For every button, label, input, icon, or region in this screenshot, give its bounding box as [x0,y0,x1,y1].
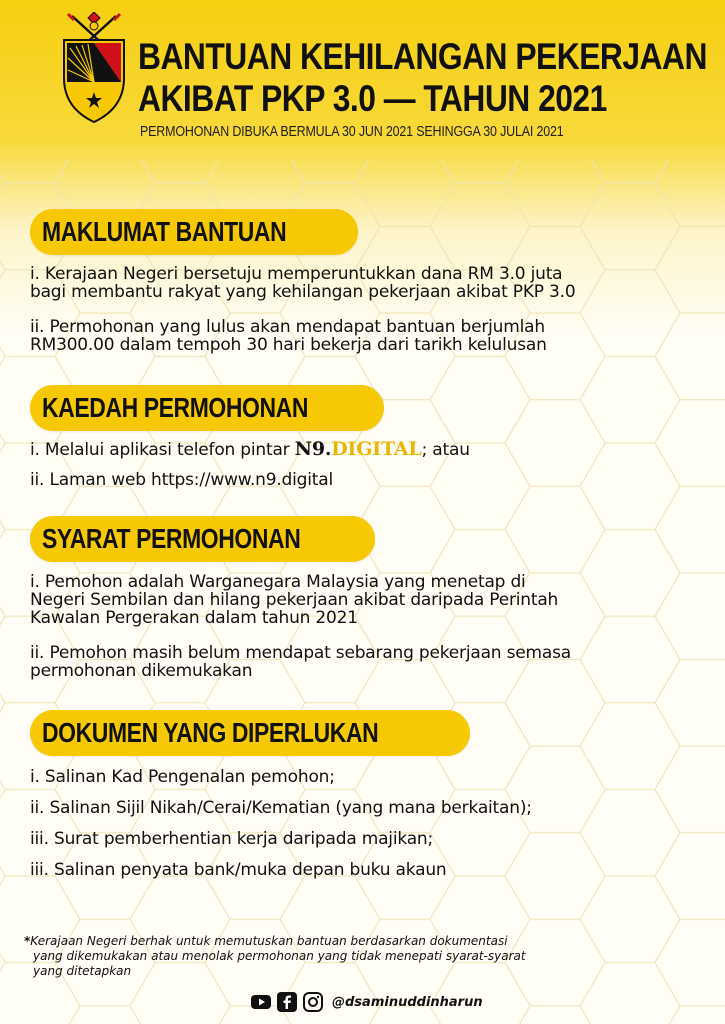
section-title: MAKLUMAT BANTUAN [42,216,287,247]
maklumat-item-2 [30,318,720,354]
maklumat-item-1-line-2: bagi membantu rakyat yang kehilangan pekerjaan akibat PKP 3.0 [30,282,576,302]
social-media-bar [250,990,483,1014]
kaedah-item-1-text: i. Melalui aplikasi telefon pintar [30,440,295,460]
footnote-disclaimer [24,934,704,979]
social-handle[interactable]: @dsaminuddinharun [332,994,483,1010]
footnote-line-1: Kerajaan Negeri berhak untuk memutuskan bantuan berdasarkan dokumentasi [30,934,508,948]
footnote-line-3: yang ditetapkan [33,964,132,978]
section-kaedah-permohonan-header [30,385,384,431]
section-title: SYARAT PERMOHONAN [42,523,301,554]
instagram-icon[interactable] [302,991,324,1013]
dokumen-item-4: iii. Salinan penyata bank/muka depan buku akaun [30,860,447,880]
dokumen-item-2: ii. Salinan Sijil Nikah/Cerai/Kematian (yang mana berkaitan); [30,798,532,818]
section-maklumat-bantuan-header [30,209,358,255]
dokumen-item-3: iii. Surat pemberhentian kerja daripada majikan; [30,829,434,849]
n9-logo-prefix: N9. [294,438,332,460]
maklumat-item-2-line-1: ii. Permohonan yang lulus akan mendapat bantuan berjumlah [30,317,545,337]
kaedah-item-1-suffix: ; atau [421,440,470,460]
n9-logo-suffix: DIGITAL [331,438,422,460]
syarat-item-1 [30,573,720,627]
section-title: DOKUMEN YANG DIPERLUKAN [42,717,379,748]
n9-digital-logo [295,438,422,460]
footnote-line-2: yang dikemukakan atau menolak permohonan yang tidak menepati syarat-syarat [33,949,526,963]
negeri-sembilan-crest-icon [58,12,130,124]
syarat-item-2 [30,644,720,680]
section-dokumen-header [30,710,470,756]
kaedah-item-1 [30,440,720,459]
syarat-item-1-line-3: Kawalan Pergerakan dalam tahun 2021 [30,608,358,628]
title-line-1: BANTUAN KEHILANGAN PEKERJAAN [138,36,707,77]
maklumat-item-2-line-2: RM300.00 dalam tempoh 30 hari bekerja dari tarikh kelulusan [30,335,547,355]
syarat-item-2-line-2: permohonan dikemukakan [30,661,253,681]
maklumat-item-1 [30,265,720,301]
syarat-item-1-line-1: i. Pemohon adalah Warganegara Malaysia yang menetap di [30,572,526,592]
page-subtitle: PERMOHONAN DIBUKA BERMULA 30 JUN 2021 SEHINGGA 30 JULAI 2021 [140,124,564,140]
syarat-item-1-line-2: Negeri Sembilan dan hilang pekerjaan akibat daripada Perintah [30,590,559,610]
footnote-star: * [24,934,31,948]
facebook-icon[interactable] [276,991,298,1013]
youtube-icon[interactable] [250,991,272,1013]
section-syarat-permohonan-header [30,516,375,562]
maklumat-item-1-line-1: i. Kerajaan Negeri bersetuju memperuntukkan dana RM 3.0 juta [30,264,563,284]
section-title: KAEDAH PERMOHONAN [42,392,309,423]
page-title [138,36,707,120]
title-line-2: AKIBAT PKP 3.0 — TAHUN 2021 [138,78,607,119]
syarat-item-2-line-1: ii. Pemohon masih belum mendapat sebarang pekerjaan semasa [30,643,571,663]
dokumen-item-1: i. Salinan Kad Pengenalan pemohon; [30,767,335,787]
kaedah-item-2: ii. Laman web https://www.n9.digital [30,470,333,490]
